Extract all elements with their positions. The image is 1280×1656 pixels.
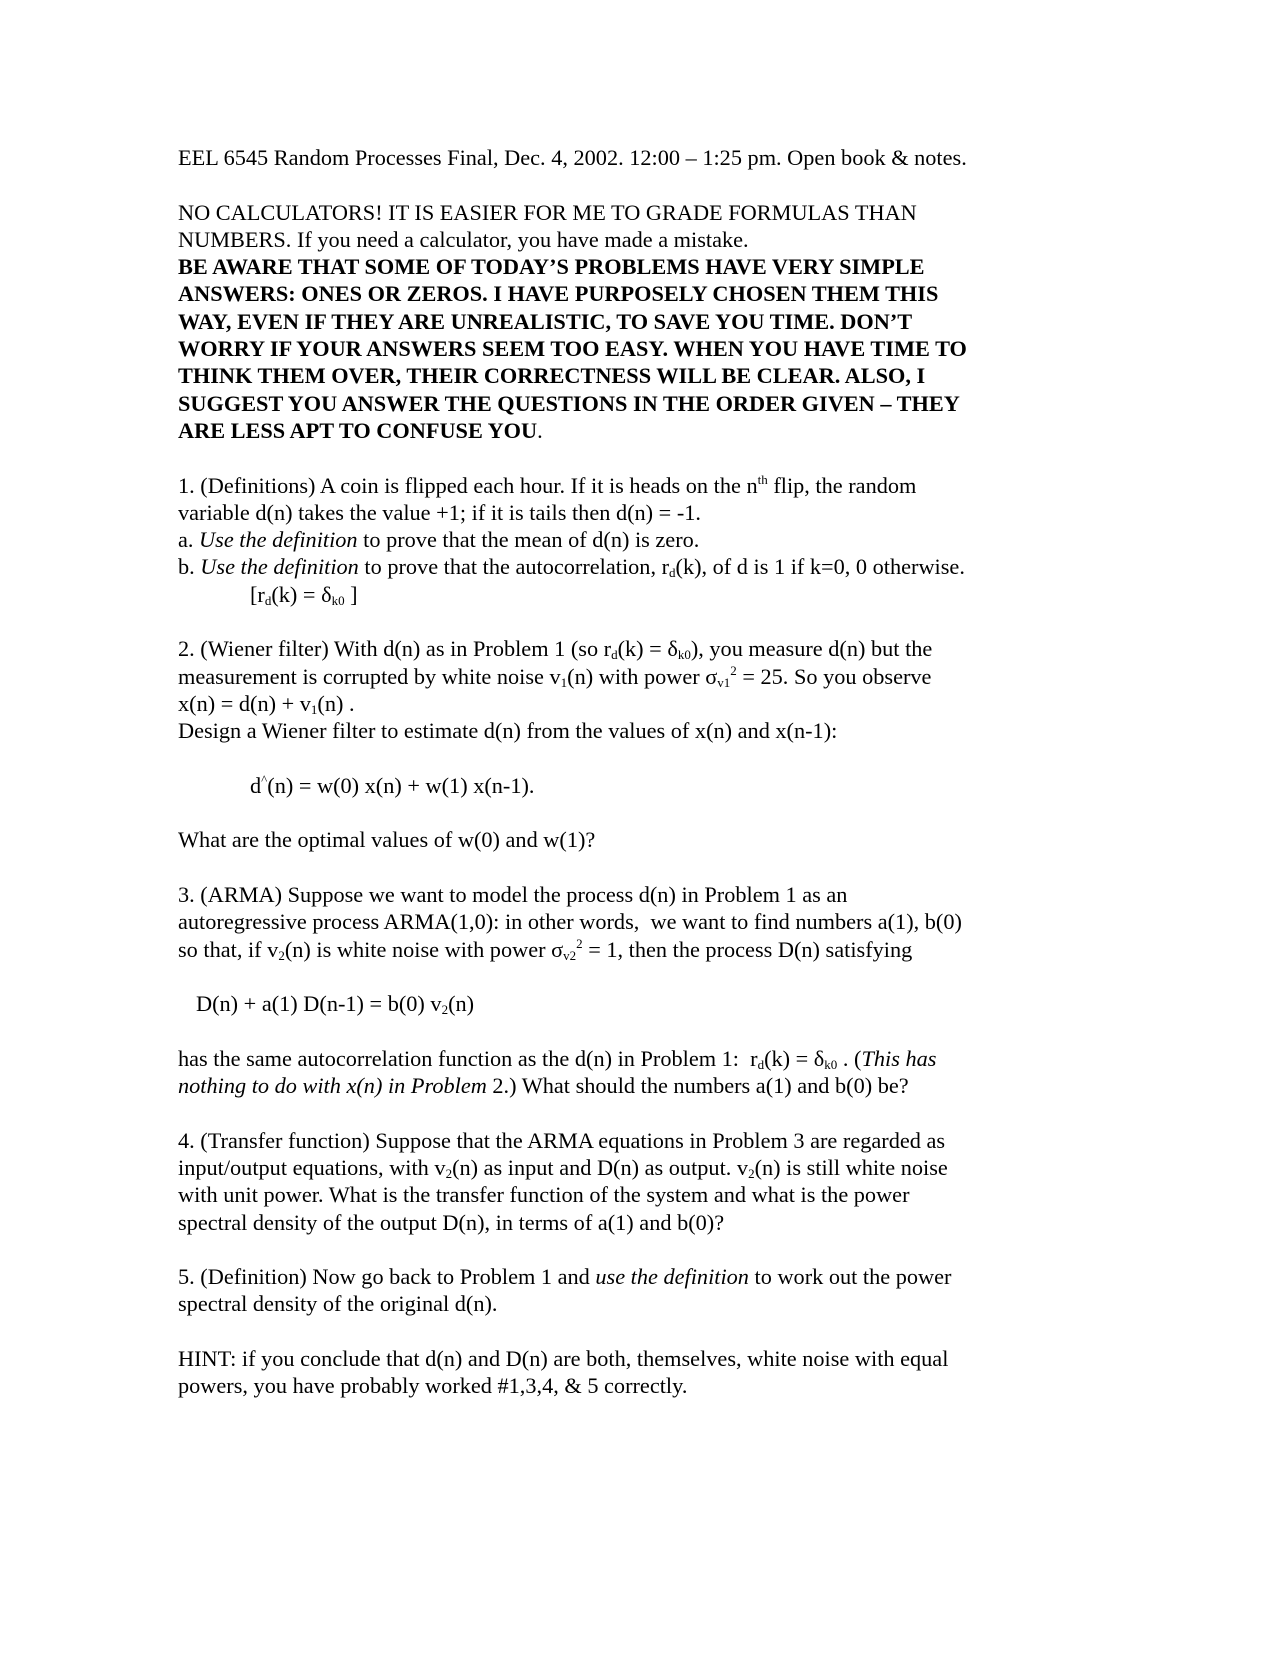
subscript: 2 <box>278 947 285 963</box>
text-line <box>178 1263 1078 1290</box>
blank-line <box>178 1318 1078 1345</box>
text-line <box>178 390 1078 417</box>
text-segment: NUMBERS. If you need a calculator, you have made a mistake. <box>178 226 749 252</box>
text-line <box>178 1072 1078 1099</box>
text-segment: (n) as input and D(n) as output. v <box>452 1154 749 1180</box>
text-segment: THINK THEM OVER, THEIR CORRECTNESS WILL BE CLEAR. ALSO, I <box>178 363 926 389</box>
text-line <box>178 990 1078 1017</box>
text-segment: What are the optimal values of w(0) and w(1)? <box>178 827 596 853</box>
text-segment: This has <box>861 1045 937 1071</box>
text-line <box>178 690 1078 717</box>
text-segment: . ( <box>837 1045 862 1071</box>
blank-line <box>178 854 1078 881</box>
text-segment: 2. (Wiener filter) With d(n) as in Problem 1 (so r <box>178 636 612 662</box>
text-segment: x(n) = d(n) + v <box>178 690 311 716</box>
text-line <box>178 526 1078 553</box>
text-segment: use the definition <box>595 1264 749 1290</box>
blank-line <box>178 1018 1078 1045</box>
text-segment: (n) <box>448 991 475 1017</box>
text-segment: powers, you have probably worked #1,3,4, & 5 correctly. <box>178 1373 688 1399</box>
text-segment: ARE LESS APT TO CONFUSE YOU <box>178 417 538 443</box>
text-line <box>178 717 1078 744</box>
text-segment: input/output equations, with v <box>178 1154 446 1180</box>
text-segment: D(n) + a(1) D(n-1) = b(0) v <box>196 991 442 1017</box>
subscript: k0 <box>677 647 691 663</box>
text-line <box>178 1181 1078 1208</box>
superscript: 2 <box>576 935 583 951</box>
text-line <box>178 1045 1078 1072</box>
text-segment: so that, if v <box>178 936 279 962</box>
text-line <box>178 1154 1078 1181</box>
text-line <box>178 144 1078 171</box>
text-segment: 2.) What should the numbers a(1) and b(0) be? <box>486 1073 909 1099</box>
text-segment: to prove that the mean of d(n) is zero. <box>357 527 700 553</box>
text-segment: 5. (Definition) Now go back to Problem 1 and <box>178 1264 596 1290</box>
subscript: v1 <box>717 674 731 690</box>
subscript: d <box>611 647 618 663</box>
text-segment: Use the definition <box>200 554 359 580</box>
superscript: 2 <box>730 662 737 678</box>
text-segment: 1. (Definitions) A coin is flipped each hour. If it is heads on the n <box>178 472 758 498</box>
exam-document <box>178 144 1078 1400</box>
text-line <box>178 1209 1078 1236</box>
text-segment: ] <box>344 581 358 607</box>
text-segment: with unit power. What is the transfer function of the system and what is the power <box>178 1182 910 1208</box>
text-line <box>178 226 1078 253</box>
text-segment: (k) = δ <box>617 636 678 662</box>
text-segment: a. <box>178 527 200 553</box>
text-line <box>178 772 1078 799</box>
subscript: 2 <box>748 1165 755 1181</box>
text-segment: 3. (ARMA) Suppose we want to model the process d(n) in Problem 1 as an <box>178 882 848 908</box>
text-segment: nothing to do with x(n) in Problem <box>178 1073 487 1099</box>
text-segment: Use the definition <box>199 527 358 553</box>
text-line <box>178 1345 1078 1372</box>
text-segment: (n) = w(0) x(n) + w(1) x(n-1). <box>267 772 535 798</box>
text-segment: [r <box>250 581 265 607</box>
text-line <box>178 417 1078 444</box>
text-segment: spectral density of the original d(n). <box>178 1291 498 1317</box>
text-segment: . <box>537 417 543 443</box>
text-segment: NO CALCULATORS! IT IS EASIER FOR ME TO GRADE FORMULAS THAN <box>178 199 917 225</box>
blank-line <box>178 171 1078 198</box>
superscript: ^ <box>261 771 268 787</box>
text-line <box>178 908 1078 935</box>
text-line <box>178 553 1078 580</box>
text-segment: to prove that the autocorrelation, r <box>358 554 670 580</box>
text-line <box>178 499 1078 526</box>
text-line <box>178 362 1078 389</box>
text-segment: autoregressive process ARMA(1,0): in other words, we want to find numbers a(1), b(0) <box>178 909 962 935</box>
text-segment: flip, the random <box>767 472 917 498</box>
text-segment: = 1, then the process D(n) satisfying <box>582 936 913 962</box>
blank-line <box>178 745 1078 772</box>
superscript: th <box>757 471 768 487</box>
subscript: 2 <box>445 1165 453 1181</box>
blank-line <box>178 963 1078 990</box>
blank-line <box>178 1099 1078 1126</box>
text-line <box>178 936 1078 963</box>
text-segment: SUGGEST YOU ANSWER THE QUESTIONS IN THE ORDER GIVEN – THEY <box>178 390 960 416</box>
text-segment: variable d(n) takes the value +1; if it is tails then d(n) = -1. <box>178 499 701 525</box>
text-line <box>178 253 1078 280</box>
subscript: k0 <box>824 1056 838 1072</box>
text-line <box>178 472 1078 499</box>
subscript: d <box>264 592 272 608</box>
text-segment: HINT: if you conclude that d(n) and D(n) are both, themselves, white noise with equal <box>178 1346 949 1372</box>
blank-line <box>178 444 1078 471</box>
text-segment: b. <box>178 554 201 580</box>
text-line <box>178 1372 1078 1399</box>
blank-line <box>178 1236 1078 1263</box>
text-segment: (k) = δ <box>271 581 332 607</box>
text-line <box>178 308 1078 335</box>
text-segment: measurement is corrupted by white noise v <box>178 663 561 689</box>
text-line <box>178 199 1078 226</box>
text-segment: WORRY IF YOUR ANSWERS SEEM TOO EASY. WHEN YOU HAVE TIME TO <box>178 336 967 362</box>
text-segment: (n) is still white noise <box>754 1154 948 1180</box>
text-segment: d <box>250 772 262 798</box>
text-segment: = 25. So you observe <box>736 663 932 689</box>
blank-line <box>178 608 1078 635</box>
text-line <box>178 280 1078 307</box>
subscript: k0 <box>331 592 345 608</box>
text-segment: ANSWERS: ONES OR ZEROS. I HAVE PURPOSELY CHOSEN THEM THIS <box>178 281 939 307</box>
text-segment: (n) . <box>317 690 355 716</box>
text-segment: 4. (Transfer function) Suppose that the ARMA equations in Problem 3 are regarded as <box>178 1127 946 1153</box>
text-line <box>178 1290 1078 1317</box>
text-line <box>178 581 1078 608</box>
text-segment: (k) = δ <box>764 1045 825 1071</box>
text-segment: to work out the power <box>748 1264 952 1290</box>
text-segment: WAY, EVEN IF THEY ARE UNREALISTIC, TO SAVE YOU TIME. DON’T <box>178 308 913 334</box>
text-line <box>178 1127 1078 1154</box>
text-segment: has the same autocorrelation function as the d(n) in Problem 1: r <box>178 1045 758 1071</box>
text-segment: BE AWARE THAT SOME OF TODAY’S PROBLEMS HAVE VERY SIMPLE <box>178 254 925 280</box>
subscript: 1 <box>310 701 318 717</box>
subscript: 2 <box>441 1002 449 1018</box>
text-segment: spectral density of the output D(n), in terms of a(1) and b(0)? <box>178 1209 725 1235</box>
text-line <box>178 663 1078 690</box>
text-line <box>178 826 1078 853</box>
text-segment: (n) is white noise with power σ <box>284 936 564 962</box>
subscript: d <box>669 565 676 581</box>
text-segment: Design a Wiener filter to estimate d(n) from the values of x(n) and x(n-1): <box>178 718 838 744</box>
text-line <box>178 635 1078 662</box>
text-segment: (n) with power σ <box>567 663 718 689</box>
text-segment: ), you measure d(n) but the <box>690 636 933 662</box>
subscript: d <box>757 1056 765 1072</box>
blank-line <box>178 799 1078 826</box>
text-segment: (k), of d is 1 if k=0, 0 otherwise. <box>675 554 965 580</box>
text-line <box>178 881 1078 908</box>
subscript: 1 <box>560 674 568 690</box>
text-segment: EEL 6545 Random Processes Final, Dec. 4, 2002. 12:00 – 1:25 pm. Open book & notes. <box>178 145 967 170</box>
text-line <box>178 335 1078 362</box>
subscript: v2 <box>563 947 577 963</box>
